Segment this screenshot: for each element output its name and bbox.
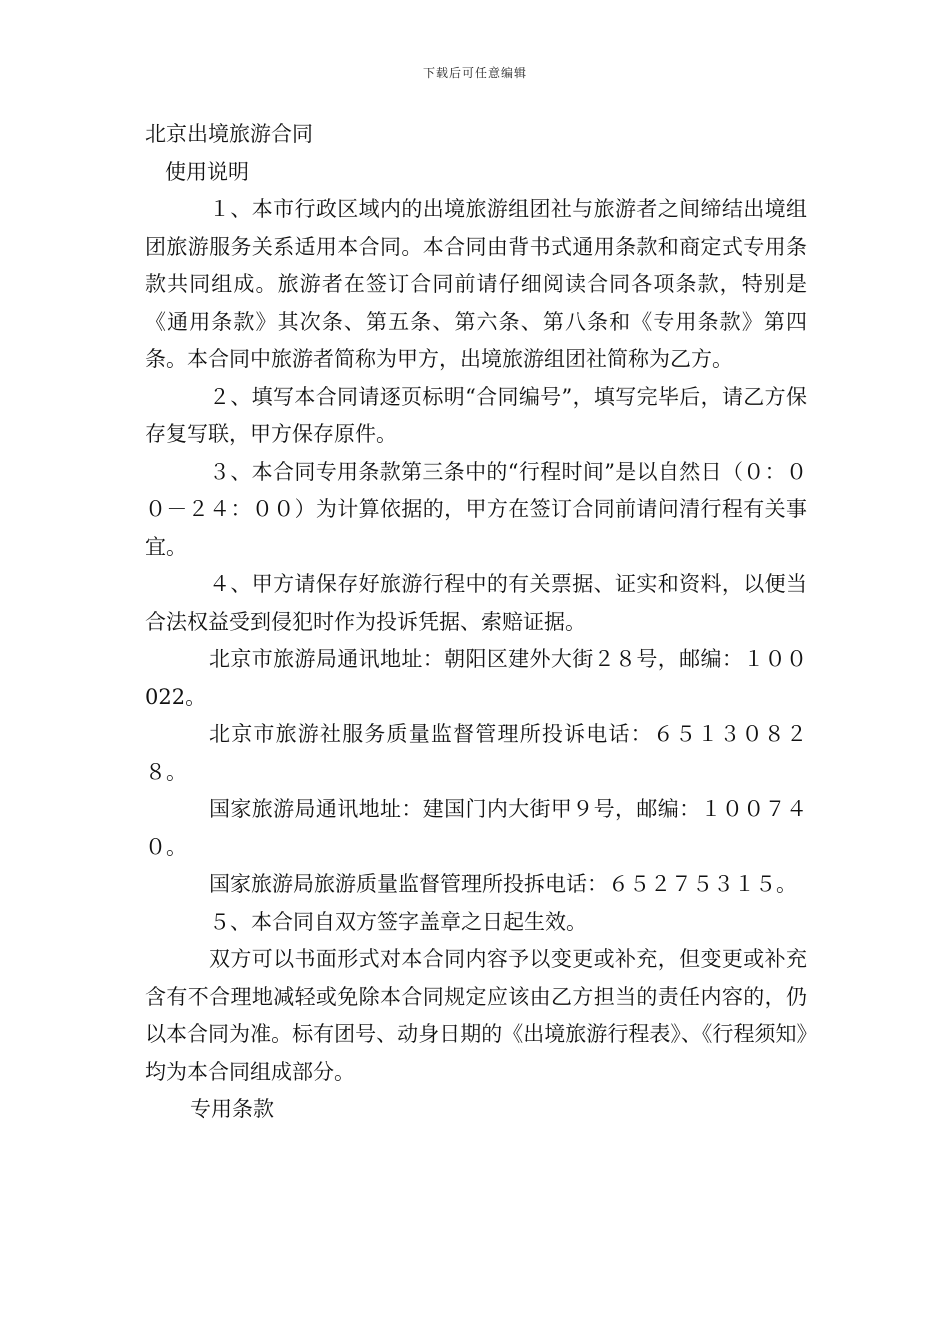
paragraph-5: ５、本合同自双方签字盖章之日起生效。 xyxy=(209,909,587,934)
contact-national-address: 国家旅游局通讯地址：建国门内大街甲９号，邮编：１００７４０。 xyxy=(145,797,807,859)
paragraph-1: １、本市行政区域内的出境旅游组团社与旅游者之间缔结出境组团旅游服务关系适用本合同。本合同由背书式通用条款和商定式专用条款共同组成。旅游者在签订合同前请仔细阅读合同各项条款，特别是《通用条款》其次条、第五条、第六条、第八条和《专用条款》第四条。本合同中旅游者简称为甲方，出境旅游组团社简称为乙方。 xyxy=(145,197,807,371)
section-title-special-terms: 专用条款 xyxy=(190,1097,274,1121)
paragraph-4: ４、甲方请保存好旅游行程中的有关票据、证实和资料，以便当合法权益受到侵犯时作为投诉凭据、索赔证据。 xyxy=(145,572,807,634)
paragraph-2: ２、填写本合同请逐页标明“合同编号”，填写完毕后，请乙方保存复写联，甲方保存原件。 xyxy=(145,384,807,446)
document-title: 北京出境旅游合同 xyxy=(145,122,313,146)
paragraph-amendments: 双方可以书面形式对本合同内容予以变更或补充，但变更或补充含有不合理地减轻或免除本合同规定应该由乙方担当的责任内容的，仍以本合同为准。标有团号、动身日期的《出境旅游行程表》、《行程须知》均为本合同组成部分。 xyxy=(145,947,807,1084)
contact-beijing-address: 北京市旅游局通讯地址：朝阳区建外大街２８号，邮编：１００022。 xyxy=(145,647,807,709)
contact-beijing-complaint-phone: 北京市旅游社服务质量监督管理所投诉电话：６５１３０８２８。 xyxy=(145,722,807,784)
section-title-instructions: 使用说明 xyxy=(165,159,249,184)
document-body xyxy=(145,116,807,1129)
page-header-note: 下载后可任意编辑 xyxy=(422,66,527,80)
paragraph-3: ３、本合同专用条款第三条中的“行程时间”是以自然日（０：００－２４：００）为计算依据的，甲方在签订合同前请问清行程有关事宜。 xyxy=(145,459,807,559)
contact-national-complaint-phone: 国家旅游局旅游质量监督管理所投拆电话：６５２７５３１５。 xyxy=(209,872,797,896)
